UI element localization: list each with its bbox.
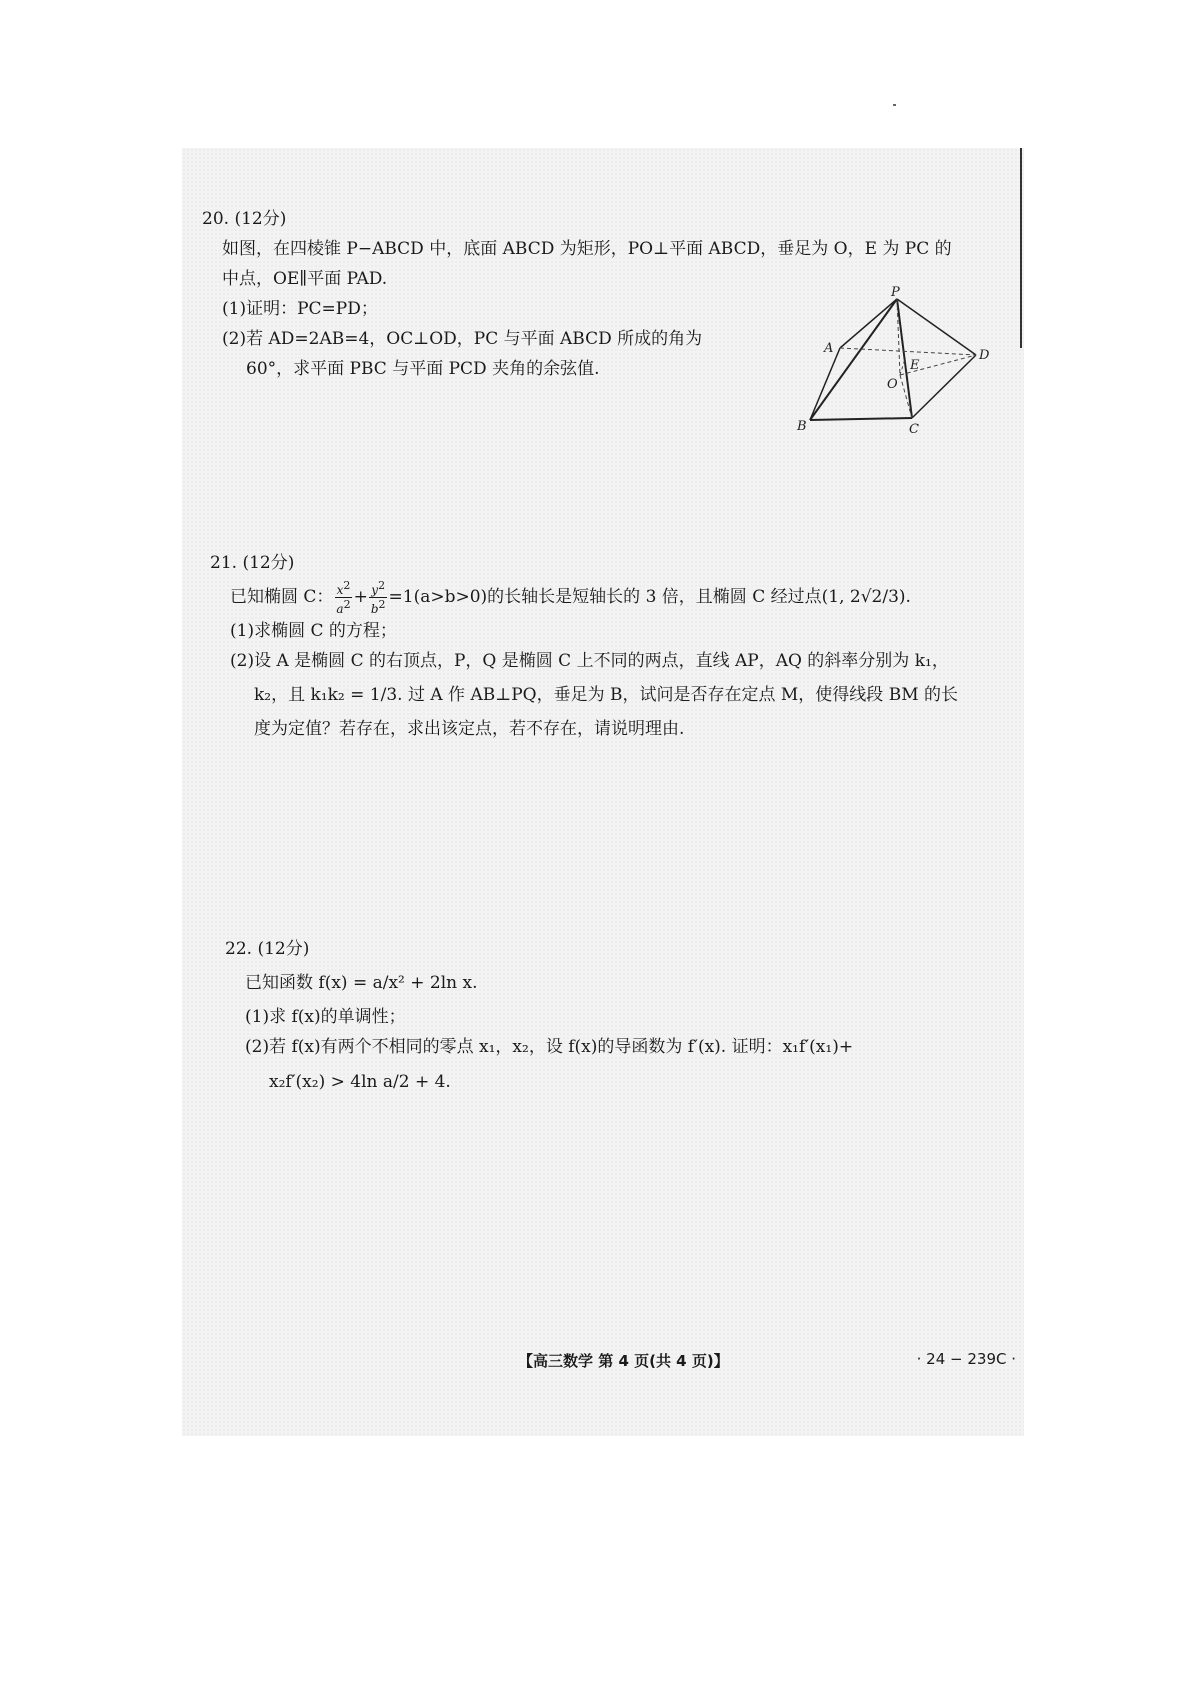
q21-part1: (1)求椭圆 C 的方程； — [230, 621, 397, 641]
q21-intro: 已知椭圆 C： $\frac{x^2}{a^2}$ + $\frac{y^2}{b^2}$ =1(a>b>0)的长轴长是短轴长的 3 倍，且椭圆 C 经过点(1, 2√2/3). — [230, 579, 911, 616]
q20-line2: 中点，OE∥平面 PAD. — [222, 269, 388, 289]
question-22 — [225, 934, 1015, 1102]
label-o: O — [887, 377, 898, 392]
q20-line1: 如图，在四棱锥 P−ABCD 中，底面 ABCD 为矩形，PO⊥平面 ABCD，垂足为 O，E 为 PC 的 — [222, 239, 952, 259]
q22-intro: 已知函数 f(x) = a/x² + 2ln x. — [245, 973, 478, 993]
scan-speck — [893, 104, 896, 106]
edge-pd — [897, 299, 976, 355]
edge-cd — [912, 355, 976, 418]
edge-pa — [840, 299, 897, 348]
label-a: A — [824, 341, 834, 356]
label-b: B — [797, 419, 807, 434]
q20-part1: (1)证明：PC=PD； — [222, 299, 378, 319]
q20-part2-line2: 60°，求平面 PBC 与平面 PCD 夹角的余弦值. — [246, 359, 600, 379]
question-21 — [210, 548, 1010, 744]
q21-part2-line2: k₂，且 k₁k₂ = 1/3. 过 A 作 AB⊥PQ，垂足为 B，试问是否存在定点 M，使得线段 BM 的长 — [254, 685, 959, 705]
q20-part2-line1: (2)若 AD=2AB=4，OC⊥OD，PC 与平面 ABCD 所成的角为 — [222, 329, 703, 349]
q22-part2-line1: (2)若 f(x)有两个不相同的零点 x₁，x₂，设 f(x)的导函数为 f′(x). 证明：x₁f′(x₁)+ — [245, 1037, 854, 1057]
label-e: E — [910, 358, 920, 373]
q21-part2-line1: (2)设 A 是椭圆 C 的右顶点，P，Q 是椭圆 C 上不同的两点，直线 AP，AQ 的斜率分别为 k₁， — [230, 651, 949, 671]
label-c: C — [909, 422, 919, 435]
q21-intro-equation: =1(a>b>0) — [388, 587, 488, 607]
q21-intro-prefix: 已知椭圆 C： — [230, 587, 334, 607]
edge-pb — [810, 299, 897, 420]
fraction-x2-a2: $\frac{x^2}{a^2}$ — [336, 579, 351, 616]
pyramid-figure — [780, 285, 1010, 435]
q22-part2-line2: x₂f′(x₂) > 4ln a/2 + 4. — [269, 1072, 451, 1092]
q22-heading: 22. (12分) — [225, 939, 310, 959]
footer-exam-code: · 24 − 239C · — [916, 1350, 1016, 1368]
label-p: P — [891, 285, 900, 300]
q21-part2-line3: 度为定值？若存在，求出该定点，若不存在，请说明理由. — [254, 719, 685, 739]
q21-heading: 21. (12分) — [210, 553, 295, 573]
scan-edge-line — [1020, 148, 1022, 348]
footer-page-label: 【高三数学 第 4 页(共 4 页)】 — [518, 1352, 729, 1370]
page-footer — [182, 1350, 1024, 1380]
q22-part1: (1)求 f(x)的单调性； — [245, 1007, 406, 1027]
edge-oe-hidden — [900, 359, 905, 375]
q20-heading: 20. (12分) — [202, 209, 287, 229]
fraction-y2-b2: $\frac{y^2}{b^2}$ — [370, 579, 386, 616]
q21-intro-suffix: 的长轴长是短轴长的 3 倍，且椭圆 C 经过点 — [487, 587, 822, 607]
label-d: D — [979, 348, 990, 363]
edge-bc — [810, 418, 912, 420]
q21-point: (1, 2√2/3). — [821, 587, 911, 607]
